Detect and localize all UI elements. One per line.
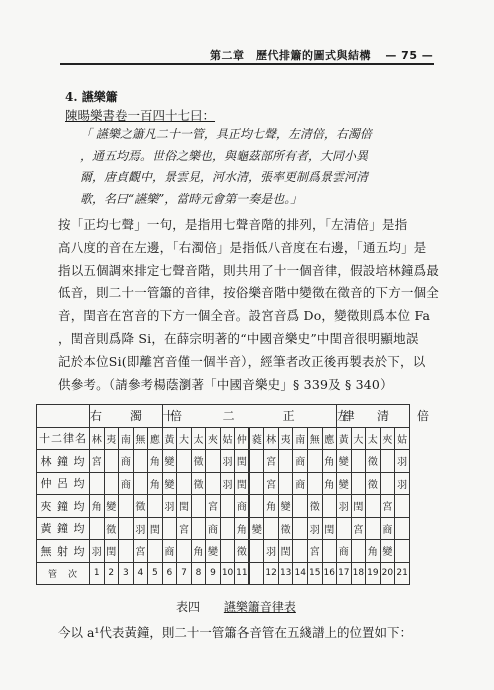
row-label: 夾 鐘 均 xyxy=(37,495,90,518)
table-cell: 變 xyxy=(162,472,177,495)
table-cell: 林 xyxy=(90,427,105,450)
header-right-lower-octave: 右 濁 倍 xyxy=(90,405,163,428)
table-cell: 變 xyxy=(337,472,352,495)
table-cell: 13 xyxy=(278,562,293,585)
table-cell: 變 xyxy=(278,495,293,518)
table-cell: 徵 xyxy=(191,472,206,495)
corner-cell xyxy=(37,405,90,428)
table-cell xyxy=(351,472,366,495)
table-cell: 羽 xyxy=(220,472,235,495)
table-cell xyxy=(177,472,192,495)
table-cell xyxy=(293,540,308,563)
table-cell: 變 xyxy=(206,540,221,563)
table-cell: 徵 xyxy=(307,495,322,518)
table-cell: 閏 xyxy=(322,517,337,540)
table-number: 表四 xyxy=(176,600,201,614)
table-cell: 商 xyxy=(119,472,134,495)
table-cell: 16 xyxy=(322,562,337,585)
section-title: 4. 讌樂簫 xyxy=(65,90,118,104)
body-line: 音，閏音在宮音的下方一個全音。設宮音爲 Do，變徵則爲本位 Fa xyxy=(58,308,431,324)
body-line: 記於本位Si(即離宮音僅一個半音），經筆者改正後再製表於下，以 xyxy=(58,353,426,369)
page-number: — 75 — xyxy=(385,49,434,62)
table-cell: 1 xyxy=(90,562,105,585)
running-header xyxy=(210,47,433,63)
pitch-name-row xyxy=(37,427,410,450)
table-cell: 變 xyxy=(249,517,264,540)
body-paragraph xyxy=(58,214,438,396)
table-cell: 21 xyxy=(395,562,410,585)
table-cell: 角 xyxy=(322,472,337,495)
row-label: 仲 呂 均 xyxy=(37,472,90,495)
table-cell: 閏 xyxy=(177,495,192,518)
table-cell: 羽 xyxy=(307,517,322,540)
table-cell: 姑 xyxy=(220,427,235,450)
body-line: 按「正均七聲」一句，是指用七聲音階的排列，「左清倍」是指 xyxy=(58,217,408,232)
table-cell: 17 xyxy=(337,562,352,585)
table-cell: 徵 xyxy=(366,450,381,473)
table-cell xyxy=(90,517,105,540)
table-cell: 羽 xyxy=(133,517,148,540)
table-cell: 9 xyxy=(206,562,221,585)
table-cell: 變 xyxy=(162,450,177,473)
table-cell: 15 xyxy=(307,562,322,585)
quotation-block xyxy=(80,124,432,210)
table-cell: 夷 xyxy=(104,427,119,450)
table-cell xyxy=(191,517,206,540)
table-cell xyxy=(322,495,337,518)
table-cell xyxy=(249,562,264,585)
header-left-upper-octave: 左 清 倍 xyxy=(337,405,410,428)
table-cell: 宮 xyxy=(380,495,395,518)
table-cell: 商 xyxy=(380,517,395,540)
body-line: 指以五個調來排定七聲音階，則共用了十一個音律，假設培林鐘爲最 xyxy=(58,262,440,278)
table-cell: 夷 xyxy=(278,427,293,450)
table-cell: 夾 xyxy=(206,427,221,450)
table-cell: 20 xyxy=(380,562,395,585)
table-cell xyxy=(148,540,163,563)
table-cell xyxy=(162,517,177,540)
table-cell: 商 xyxy=(206,517,221,540)
table-cell xyxy=(293,495,308,518)
table-cell: 變 xyxy=(380,540,395,563)
mode-row xyxy=(37,472,410,495)
table-cell: 19 xyxy=(366,562,381,585)
table-cell: 仲 xyxy=(235,427,250,450)
table-cell xyxy=(395,540,410,563)
table-cell xyxy=(249,495,264,518)
table-cell xyxy=(119,495,134,518)
row-label: 黃 鐘 均 xyxy=(37,517,90,540)
table-cell: 7 xyxy=(177,562,192,585)
table-cell: 10 xyxy=(220,562,235,585)
table-cell: 應 xyxy=(322,427,337,450)
quote-line: 歌，名曰“讌樂”，當時元會第一奏是也。」 xyxy=(80,191,303,206)
table-cell: 徵 xyxy=(191,450,206,473)
table-cell: 太 xyxy=(191,427,206,450)
table-cell: 大 xyxy=(177,427,192,450)
table-title: 讌樂簫音律表 xyxy=(223,600,296,614)
table-cell: 宮 xyxy=(351,517,366,540)
table-caption xyxy=(176,598,296,615)
table-cell xyxy=(351,540,366,563)
table-cell xyxy=(220,517,235,540)
table-cell: 角 xyxy=(235,517,250,540)
tube-number-row xyxy=(37,562,410,585)
body-line: 供參考。（請參考楊蔭瀏著「中國音樂史」§ 339及 § 340） xyxy=(58,376,393,392)
table-cell: 角 xyxy=(366,540,381,563)
body-line: ，閏音則爲降 Si，在薛宗明著的“中國音樂史”中閏音很明顯地誤 xyxy=(58,330,419,346)
table-cell: 蕤 xyxy=(249,427,264,450)
table-cell: 太 xyxy=(366,427,381,450)
table-cell: 宮 xyxy=(264,472,279,495)
table-cell xyxy=(380,450,395,473)
table-cell: 閏 xyxy=(104,540,119,563)
table-cell: 黃 xyxy=(337,427,352,450)
closing-line: 今以 a¹代表黃鐘，則二十一管簫各音管在五綫譜上的位置如下： xyxy=(58,625,412,640)
table-cell: 商 xyxy=(293,450,308,473)
table-cell: 大 xyxy=(351,427,366,450)
table-cell xyxy=(90,472,105,495)
table-cell: 角 xyxy=(90,495,105,518)
table-cell: 徵 xyxy=(133,495,148,518)
row-label: 林 鐘 均 xyxy=(37,450,90,473)
table-cell: 閏 xyxy=(351,495,366,518)
table-cell: 閏 xyxy=(235,450,250,473)
table-cell: 5 xyxy=(148,562,163,585)
table-cell xyxy=(293,517,308,540)
table-cell: 14 xyxy=(293,562,308,585)
table-cell: 18 xyxy=(351,562,366,585)
table-cell: 林 xyxy=(264,427,279,450)
table-cell: 12 xyxy=(264,562,279,585)
table-cell xyxy=(133,472,148,495)
body-line: 高八度的音在左邊，「右濁倍」是指低八音度在右邊，「通五均」是 xyxy=(58,239,427,255)
table-cell: 宮 xyxy=(307,540,322,563)
table-cell: 商 xyxy=(235,495,250,518)
table-cell: 徵 xyxy=(278,517,293,540)
table-cell: 6 xyxy=(162,562,177,585)
mode-row xyxy=(37,517,410,540)
table-cell: 商 xyxy=(293,472,308,495)
table-cell: 角 xyxy=(148,472,163,495)
table-cell xyxy=(206,472,221,495)
table-cell xyxy=(206,450,221,473)
table-cell xyxy=(148,495,163,518)
chapter-title: 第二章 歷代排簫的圖式與結構 xyxy=(210,49,371,62)
table-cell xyxy=(177,450,192,473)
table-cell: 閏 xyxy=(278,540,293,563)
table-cell xyxy=(220,495,235,518)
mode-row xyxy=(37,540,410,563)
table-cell: 無 xyxy=(307,427,322,450)
table-cell xyxy=(264,517,279,540)
table-cell: 3 xyxy=(119,562,134,585)
table-cell xyxy=(104,472,119,495)
table-cell: 黃 xyxy=(162,427,177,450)
table-cell: 商 xyxy=(162,540,177,563)
mode-row xyxy=(37,495,410,518)
table-cell: 角 xyxy=(264,495,279,518)
quote-line: 「 讌樂之簫凡二十一管，具正均七聲，左清倍，右濁倍 xyxy=(80,127,372,141)
table-cell: 羽 xyxy=(337,495,352,518)
table-cell xyxy=(278,450,293,473)
table-cell: 羽 xyxy=(264,540,279,563)
quote-line: ，通五均焉。世俗之樂也，與龜茲部所有者，大同小異 xyxy=(80,148,369,163)
table-cell xyxy=(249,540,264,563)
table-cell xyxy=(249,472,264,495)
table-cell: 角 xyxy=(322,450,337,473)
table-cell: 變 xyxy=(104,495,119,518)
table-cell: 羽 xyxy=(162,495,177,518)
table-cell: 應 xyxy=(148,427,163,450)
table-cell: 宮 xyxy=(206,495,221,518)
table-cell xyxy=(191,495,206,518)
group-header-row xyxy=(37,405,410,428)
table-cell: 閏 xyxy=(235,472,250,495)
table-cell: 11 xyxy=(235,562,250,585)
table-cell: 閏 xyxy=(148,517,163,540)
table-cell xyxy=(395,495,410,518)
table-cell xyxy=(307,472,322,495)
table-cell: 宮 xyxy=(177,517,192,540)
table-cell: 角 xyxy=(191,540,206,563)
table-cell: 商 xyxy=(337,540,352,563)
table-cell: 羽 xyxy=(395,472,410,495)
row-label: 十二律名 xyxy=(37,427,90,450)
quote-line: 爾，唐貞觀中，景雲見，河水清，張率更制爲景雲河清 xyxy=(80,170,369,184)
table-cell xyxy=(177,540,192,563)
table-cell xyxy=(322,540,337,563)
table-cell: 姑 xyxy=(395,427,410,450)
table-cell: 商 xyxy=(119,450,134,473)
table-cell xyxy=(366,517,381,540)
table-cell xyxy=(119,540,134,563)
table-cell: 南 xyxy=(119,427,134,450)
row-label: 無 射 均 xyxy=(37,540,90,563)
table-cell xyxy=(366,495,381,518)
table-cell: 宮 xyxy=(90,450,105,473)
tone-table xyxy=(36,404,438,585)
table-cell xyxy=(395,517,410,540)
header-twelve-regular-pitches: 十 二 正 律 xyxy=(162,405,336,428)
table-cell: 無 xyxy=(133,427,148,450)
table-cell: 徵 xyxy=(235,540,250,563)
table-cell: 宮 xyxy=(133,540,148,563)
table-cell xyxy=(380,472,395,495)
header-rule xyxy=(60,63,434,65)
table-cell xyxy=(220,540,235,563)
table-cell xyxy=(307,450,322,473)
table-cell: 宮 xyxy=(264,450,279,473)
table-cell: 2 xyxy=(104,562,119,585)
table-cell xyxy=(104,450,119,473)
table-cell: 8 xyxy=(191,562,206,585)
table-cell xyxy=(337,517,352,540)
table-cell: 角 xyxy=(148,450,163,473)
table-cell: 羽 xyxy=(220,450,235,473)
source-citation: 陳暘樂書卷一百四十七曰： xyxy=(65,108,216,123)
table-cell: 羽 xyxy=(395,450,410,473)
table-cell xyxy=(278,472,293,495)
table-cell: 羽 xyxy=(90,540,105,563)
mode-row xyxy=(37,450,410,473)
table-cell xyxy=(119,517,134,540)
body-line: 低音，則二十一管簫的音律，按俗樂音階中變徵在徵音的下方一個全 xyxy=(58,285,440,301)
table-cell: 變 xyxy=(337,450,352,473)
table-cell: 南 xyxy=(293,427,308,450)
table-cell: 夾 xyxy=(380,427,395,450)
table-cell xyxy=(133,450,148,473)
table-cell: 徵 xyxy=(104,517,119,540)
row-label: 管 次 xyxy=(37,562,90,585)
table-cell xyxy=(351,450,366,473)
table-cell: 4 xyxy=(133,562,148,585)
table-cell xyxy=(249,450,264,473)
table-cell: 徵 xyxy=(366,472,381,495)
